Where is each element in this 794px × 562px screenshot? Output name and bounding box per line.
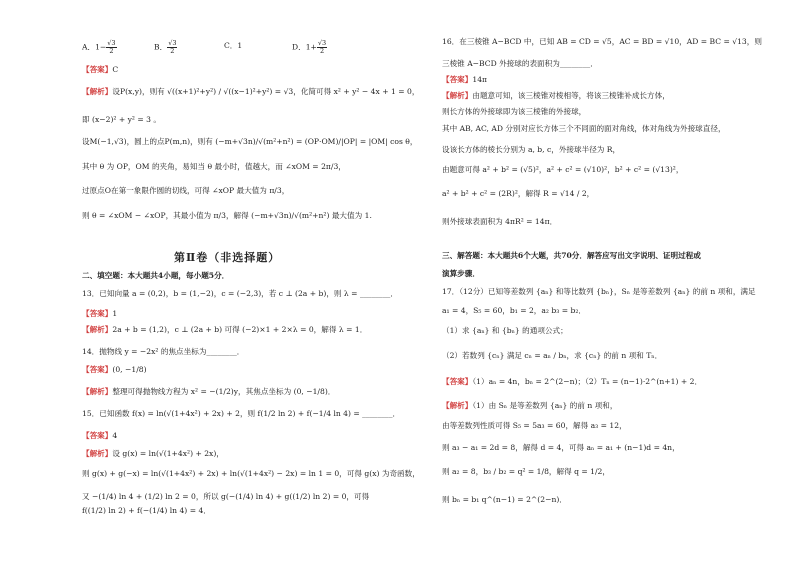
section-3-intro: 三、解答题：本大题共6个大题，共70分．解答应写出文字说明、证明过程或: [442, 251, 701, 260]
q16-answer: 【答案】14π: [442, 75, 488, 84]
q16-analysis-line: 设该长方体的棱长分别为 a, b, c，外接球半径为 R，: [442, 145, 621, 154]
q14-text: 14．抛物线 y = −2x² 的焦点坐标为________．: [82, 347, 245, 356]
q15-analysis-line: 又 −(1/4) ln 4 + (1/2) ln 2 = 0，所以 g(−(1/4) ln 4) + g((1/2) ln 2) = 0，可得 f((1/2) ln 2) + f(−(1/4) ln 4) = 4．: [82, 492, 370, 516]
q12-answer: 【答案】C: [82, 65, 119, 74]
q16-analysis-line: 则外接球表面积为 4πR² = 14π．: [442, 217, 558, 226]
q17-text-line: 17．（12分）已知等差数列 {aₙ} 和等比数列 {bₙ}，Sₙ 是等差数列 {aₙ} 的前 n 项和，满足: [442, 287, 756, 296]
choice-b: B． $\frac{√3}{2}$: [154, 39, 177, 55]
section-2-intro: 二、填空题：本大题共4小题，每小题5分．: [82, 271, 230, 280]
q16-analysis-line: 【解析】由题意可知，该三棱锥对棱相等，将该三棱锥补成长方体，: [442, 91, 670, 100]
q15-answer: 【答案】4: [82, 431, 118, 440]
q14-answer: 【答案】(0, −1/8): [82, 365, 147, 374]
q17-text-line: （1）求 {aₙ} 和 {bₙ} 的通项公式；: [442, 326, 568, 335]
q12-analysis-line: 【解析】设P(x,y)，则有 √((x+1)²+y²) / √((x−1)²+y²) = √3，化简可得 x² + y² − 4x + 1 = 0，: [82, 87, 420, 96]
q12-analysis-line: 设M(−1,√3)，圆上的点P(m,n)，则有 (−m+√3n)/√(m²+n²) = (OP·OM)/|OP| = |OM| cos θ，: [82, 137, 418, 146]
q16-analysis-line: 由题意可得 a² + b² = (√5)²，a² + c² = (√10)²，b² + c² = (√13)²，: [442, 165, 684, 174]
choice-c: C．1: [224, 41, 243, 50]
q16-text-line: 16．在三棱锥 A−BCD 中，已知 AB = CD = √5，AC = BD = √10，AD = BC = √13，则: [442, 37, 762, 46]
q13-answer: 【答案】1: [82, 309, 118, 318]
q13-text: 13．已知向量 a = (0,2)，b = (1,−2)，c = (−2,3)，若 c ⊥ (2a + b)，则 λ = ________．: [82, 289, 398, 298]
section-2-title: 第Ⅱ卷（非选择题）: [174, 251, 281, 264]
q16-analysis-line: 则长方体的外接球即为该三棱锥的外接球，: [442, 107, 587, 116]
choice-a: A．1− $\frac{√3}{2}$: [82, 39, 116, 55]
q15-analysis-line: 则 g(x) + g(−x) = ln(√(1+4x²) + 2x) + ln(√(1+4x²) − 2x) = ln 1 = 0，可得 g(x) 为奇函数，: [82, 469, 420, 478]
right-column: [442, 0, 762, 562]
q12-analysis-line: 即 (x−2)² + y² = 3 。: [82, 115, 162, 124]
q17-analysis-line: 【解析】（1）由 Sₙ 是等差数列 {aₙ} 的前 n 项和，: [442, 401, 618, 410]
q12-analysis-line: 其中 θ 为 OP，OM 的夹角，易知当 θ 最小时，值越大，而 ∠xOM = 2π/3，: [82, 162, 346, 171]
q16-text-line: 三棱锥 A−BCD 外接球的表面积为________．: [442, 59, 598, 68]
q17-analysis-line: 则 bₙ = b₁ q^(n−1) = 2^(2−n)．: [442, 495, 567, 504]
q12-analysis-line: 则 θ = ∠xOM − ∠xOP，其最小值为 π/3，解得 (−m+√3n)/√(m²+n²) 最大值为 1.: [82, 211, 372, 220]
q15-text: 15．已知函数 f(x) = ln(√(1+4x²) + 2x) + 2，则 f(1/2 ln 2) + f(−1/4 ln 4) = ________．: [82, 409, 401, 418]
q17-text-line: （2）若数列 {cₙ} 满足 cₙ = aₙ / bₙ，求 {cₙ} 的前 n 项和 Tₙ．: [442, 351, 663, 360]
section-3-intro: 演算步骤．: [442, 269, 480, 278]
q17-analysis-line: 则 a₃ − a₁ = 2d = 8，解得 d = 4，可得 aₙ = a₁ + (n−1)d = 4n，: [442, 443, 680, 452]
q15-analysis-line: 【解析】设 g(x) = ln(√(1+4x²) + 2x)，: [82, 449, 224, 458]
q17-answer: 【答案】（1）aₙ = 4n，bₙ = 2^(2−n)；（2）Tₙ = (n−1)·2^(n+1) + 2．: [442, 377, 703, 386]
q12-analysis-line: 过原点O在第一象限作圆的切线，可得 ∠xOP 最大值为 π/3，: [82, 186, 290, 195]
q17-analysis-line: 由等差数列性质可得 S₅ = 5a₃ = 60，解得 a₃ = 12，: [442, 421, 627, 430]
q13-analysis: 【解析】2a + b = (1,2)，c ⊥ (2a + b) 可得 (−2)×1 + 2×λ = 0，解得 λ = 1．: [82, 325, 368, 334]
left-column: [82, 0, 420, 562]
q17-analysis-line: 则 a₂ = 8，b₃ / b₂ = q² = 1/8，解得 q = 1/2，: [442, 467, 610, 476]
q16-analysis-line: a² + b² + c² = (2R)²，解得 R = √14 / 2，: [442, 189, 595, 198]
choice-d: D．1+ $\frac{√3}{2}$: [292, 39, 327, 55]
q17-text-line: a₁ = 4，S₅ = 60，b₁ = 2，a₂ b₃ = b₂．: [442, 306, 586, 315]
q14-analysis: 【解析】整理可得抛物线方程为 x² = −(1/2)y，其焦点坐标为 (0, −1/8)．: [82, 387, 336, 396]
q16-analysis-line: 其中 AB, AC, AD 分别对应长方体三个不同面的面对角线，体对角线为外接球直径，: [442, 124, 726, 133]
